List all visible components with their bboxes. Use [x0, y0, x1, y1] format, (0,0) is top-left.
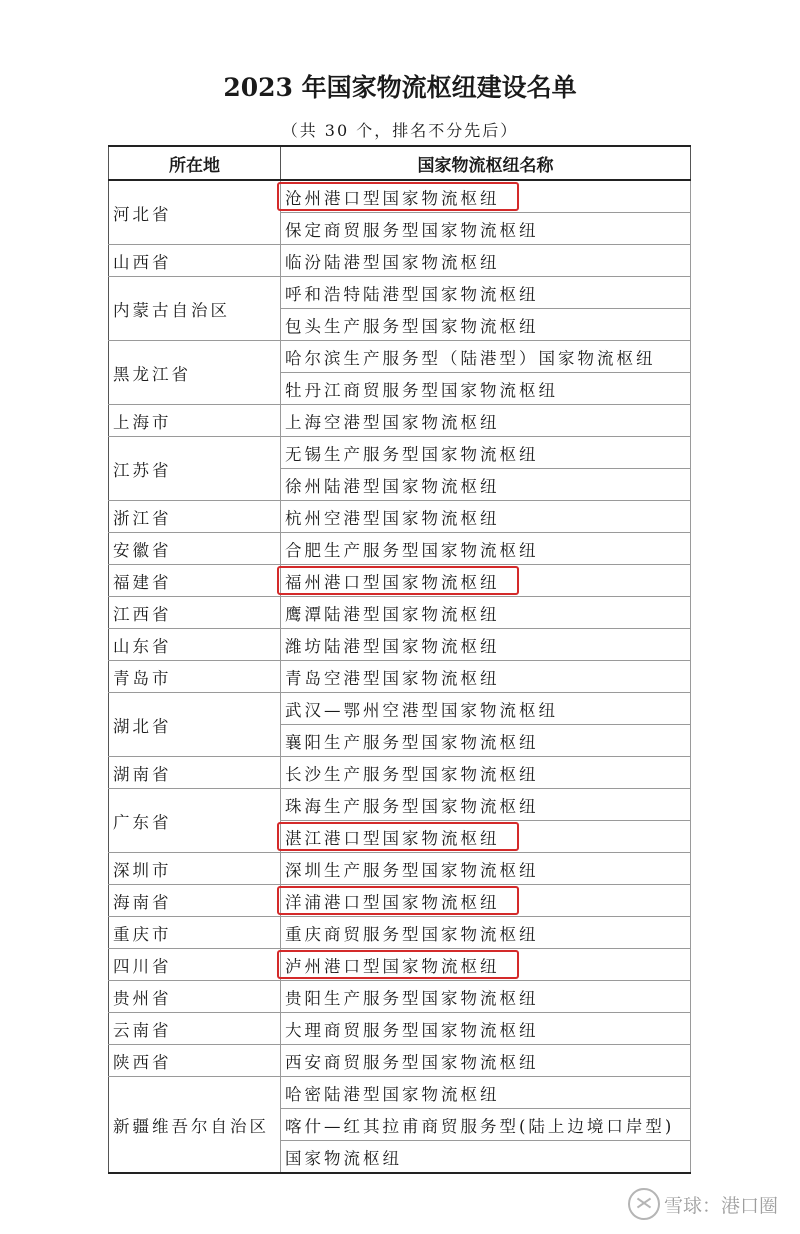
hub-name: 呼和浩特陆港型国家物流枢纽 — [285, 284, 539, 304]
hub-name: 襄阳生产服务型国家物流枢纽 — [285, 732, 539, 752]
table-body — [109, 180, 691, 1173]
hub-name: 潍坊陆港型国家物流枢纽 — [285, 636, 500, 656]
hub-name-cell — [281, 277, 691, 309]
hub-name: 国家物流枢纽 — [285, 1148, 402, 1168]
hub-name: 包头生产服务型国家物流枢纽 — [285, 316, 539, 336]
hub-name-cell — [281, 533, 691, 565]
hub-name-cell — [281, 629, 691, 661]
hub-name: 临汾陆港型国家物流枢纽 — [285, 252, 500, 272]
province-cell: 陕西省 — [109, 1045, 281, 1077]
hub-name-cell — [281, 789, 691, 821]
hub-name-cell — [281, 469, 691, 501]
watermark — [628, 1188, 778, 1220]
hub-name-cell — [281, 405, 691, 437]
province-cell: 青岛市 — [109, 661, 281, 693]
table-row — [109, 245, 691, 277]
table-row — [109, 917, 691, 949]
table-row — [109, 597, 691, 629]
hub-name: 牡丹江商贸服务型国家物流枢纽 — [285, 380, 558, 400]
table-row — [109, 949, 691, 981]
hub-name: 重庆商贸服务型国家物流枢纽 — [285, 924, 539, 944]
table-row — [109, 341, 691, 373]
table-header-row — [109, 146, 691, 180]
province-cell: 河北省 — [109, 180, 281, 245]
hub-name-cell — [281, 501, 691, 533]
province-cell: 深圳市 — [109, 853, 281, 885]
province-cell: 山东省 — [109, 629, 281, 661]
hub-name: 无锡生产服务型国家物流枢纽 — [285, 444, 539, 464]
hub-name: 保定商贸服务型国家物流枢纽 — [285, 220, 539, 240]
hub-list-table — [108, 145, 691, 1174]
province-cell: 内蒙古自治区 — [109, 277, 281, 341]
hub-name: 上海空港型国家物流枢纽 — [285, 412, 500, 432]
hub-name-cell — [281, 821, 691, 853]
hub-name-cell — [281, 917, 691, 949]
hub-name: 长沙生产服务型国家物流枢纽 — [285, 764, 539, 784]
hub-name: 珠海生产服务型国家物流枢纽 — [285, 796, 539, 816]
table-row — [109, 757, 691, 789]
hub-name-cell — [281, 373, 691, 405]
hub-name-cell — [281, 693, 691, 725]
document-subtitle: （共 30 个，排名不分先后） — [281, 121, 519, 140]
province-cell: 黑龙江省 — [109, 341, 281, 405]
table-row — [109, 437, 691, 469]
province-cell: 湖北省 — [109, 693, 281, 757]
hub-name-cell — [281, 725, 691, 757]
hub-name-cell — [281, 1045, 691, 1077]
hub-name-cell — [281, 309, 691, 341]
province-cell: 海南省 — [109, 885, 281, 917]
province-cell: 山西省 — [109, 245, 281, 277]
province-cell: 四川省 — [109, 949, 281, 981]
table-row — [109, 1013, 691, 1045]
province-cell: 新疆维吾尔自治区 — [109, 1077, 281, 1174]
hub-name-cell — [281, 1013, 691, 1045]
hub-name: 福州港口型国家物流枢纽 — [285, 572, 500, 592]
hub-name: 徐州陆港型国家物流枢纽 — [285, 476, 500, 496]
province-cell: 云南省 — [109, 1013, 281, 1045]
hub-name: 深圳生产服务型国家物流枢纽 — [285, 860, 539, 880]
hub-name-cell — [281, 437, 691, 469]
table-row — [109, 789, 691, 821]
table-row — [109, 629, 691, 661]
province-cell: 江苏省 — [109, 437, 281, 501]
province-cell: 江西省 — [109, 597, 281, 629]
hub-name: 贵阳生产服务型国家物流枢纽 — [285, 988, 539, 1008]
hub-name: 青岛空港型国家物流枢纽 — [285, 668, 500, 688]
hub-name: 沧州港口型国家物流枢纽 — [285, 188, 500, 208]
table-row — [109, 565, 691, 597]
hub-name-cell — [281, 597, 691, 629]
province-cell: 浙江省 — [109, 501, 281, 533]
hub-name: 鹰潭陆港型国家物流枢纽 — [285, 604, 500, 624]
hub-name-cell — [281, 341, 691, 373]
table-row — [109, 693, 691, 725]
snowball-logo-icon — [628, 1188, 660, 1220]
table-row — [109, 661, 691, 693]
hub-name: 西安商贸服务型国家物流枢纽 — [285, 1052, 539, 1072]
header-location: 所在地 — [109, 146, 281, 180]
hub-name: 湛江港口型国家物流枢纽 — [285, 828, 500, 848]
hub-name-cell — [281, 1141, 691, 1174]
watermark-text: 雪球：港口圈 — [663, 1194, 778, 1217]
hub-name: 泸州港口型国家物流枢纽 — [285, 956, 500, 976]
table-row — [109, 405, 691, 437]
hub-name-cell — [281, 1109, 691, 1141]
hub-name: 合肥生产服务型国家物流枢纽 — [285, 540, 539, 560]
hub-name: 大理商贸服务型国家物流枢纽 — [285, 1020, 539, 1040]
table-row — [109, 501, 691, 533]
hub-name-cell — [281, 245, 691, 277]
table-row — [109, 981, 691, 1013]
table-row — [109, 1077, 691, 1109]
province-cell: 贵州省 — [109, 981, 281, 1013]
hub-name-cell — [281, 885, 691, 917]
hub-name: 洋浦港口型国家物流枢纽 — [285, 892, 500, 912]
hub-name-cell — [281, 565, 691, 597]
table-row — [109, 533, 691, 565]
table-row — [109, 277, 691, 309]
table-row — [109, 1045, 691, 1077]
hub-name-cell — [281, 949, 691, 981]
hub-name-cell — [281, 661, 691, 693]
province-cell: 安徽省 — [109, 533, 281, 565]
hub-name-cell — [281, 213, 691, 245]
hub-name-cell — [281, 180, 691, 213]
table-row — [109, 853, 691, 885]
document-title: 2023 年国家物流枢纽建设名单 — [223, 73, 577, 102]
province-cell: 湖南省 — [109, 757, 281, 789]
province-cell: 福建省 — [109, 565, 281, 597]
header-hub-name: 国家物流枢纽名称 — [281, 146, 691, 180]
province-cell: 重庆市 — [109, 917, 281, 949]
table-row — [109, 180, 691, 213]
hub-name-cell — [281, 757, 691, 789]
table-row — [109, 885, 691, 917]
hub-name: 武汉—鄂州空港型国家物流枢纽 — [285, 700, 558, 720]
hub-name-cell — [281, 981, 691, 1013]
hub-name: 杭州空港型国家物流枢纽 — [285, 508, 500, 528]
province-cell: 上海市 — [109, 405, 281, 437]
hub-name-cell — [281, 853, 691, 885]
hub-name: 哈尔滨生产服务型（陆港型）国家物流枢纽 — [285, 348, 656, 368]
hub-name-cell — [281, 1077, 691, 1109]
hub-name: 喀什—红其拉甫商贸服务型(陆上边境口岸型) — [285, 1116, 675, 1136]
province-cell: 广东省 — [109, 789, 281, 853]
hub-name: 哈密陆港型国家物流枢纽 — [285, 1084, 500, 1104]
